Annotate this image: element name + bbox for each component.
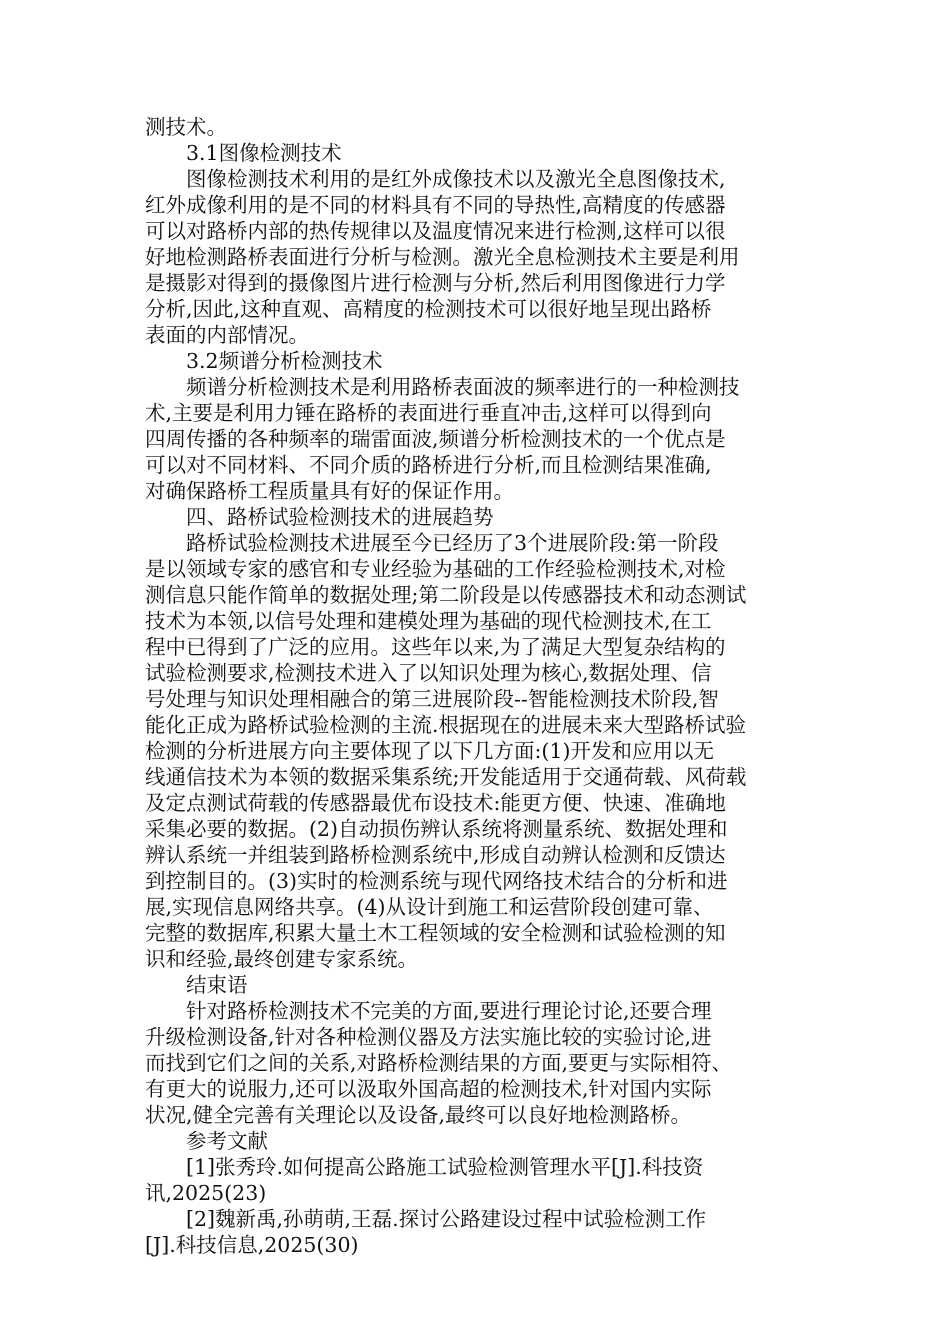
text-line: 表面的内部情况。 — [145, 323, 309, 347]
text-line: 红外成像利用的是不同的材料具有不同的导热性,高精度的传感器 — [145, 193, 726, 217]
text-line: 及定点测试荷载的传感器最优布设技术:能更方便、快速、准确地 — [145, 791, 726, 815]
conclusion-heading: 结束语 — [186, 973, 248, 997]
text-line: 测信息只能作简单的数据处理;第二阶段是以传感器技术和动态测试 — [145, 583, 747, 607]
text-line: 线通信技术为本领的数据采集系统;开发能适用于交通荷载、风荷载 — [145, 765, 747, 789]
text-line: 到控制目的。(3)实时的检测系统与现代网络技术结合的分析和进 — [145, 869, 728, 893]
section-heading-3-2: 3.2频谱分析检测技术 — [186, 349, 383, 373]
text-line: 术,主要是利用力锤在路桥的表面进行垂直冲击,这样可以得到向 — [145, 401, 712, 425]
text-line: 能化正成为路桥试验检测的主流.根据现在的进展未来大型路桥试验 — [145, 713, 747, 737]
text-line: 技术为本领,以信号处理和建模处理为基础的现代检测技术,在工 — [145, 609, 712, 633]
reference-item-2: [2]魏新禹,孙萌萌,王磊.探讨公路建设过程中试验检测工作 — [186, 1207, 707, 1231]
reference-item-1: [1]张秀玲.如何提高公路施工试验检测管理水平[J].科技资 — [186, 1155, 704, 1179]
section-heading-3-1: 3.1图像检测技术 — [186, 141, 342, 165]
text-line: 图像检测技术利用的是红外成像技术以及激光全息图像技术, — [186, 167, 726, 191]
references-heading: 参考文献 — [186, 1129, 268, 1153]
text-line: 四周传播的各种频率的瑞雷面波,频谱分析检测技术的一个优点是 — [145, 427, 726, 451]
text-line: 可以对不同材料、不同介质的路桥进行分析,而且检测结果准确, — [145, 453, 712, 477]
text-line: 升级检测设备,针对各种检测仪器及方法实施比较的实验讨论,进 — [145, 1025, 712, 1049]
text-line: 测技术。 — [145, 115, 227, 139]
text-line: 完整的数据库,积累大量土木工程领域的安全检测和试验检测的知 — [145, 921, 726, 945]
text-line: 试验检测要求,检测技术进入了以知识处理为核心,数据处理、信 — [145, 661, 712, 685]
text-line: 路桥试验检测技术进展至今已经历了3个进展阶段:第一阶段 — [186, 531, 719, 555]
text-line: 展,实现信息网络共享。(4)从设计到施工和运营阶段创建可靠、 — [145, 895, 714, 919]
text-line: 是摄影对得到的摄像图片进行检测与分析,然后利用图像进行力学 — [145, 271, 726, 295]
text-line: 辨认系统一并组装到路桥检测系统中,形成自动辨认检测和反馈达 — [145, 843, 726, 867]
reference-item-2-cont: [J].科技信息,2025(30) — [145, 1233, 359, 1257]
text-line: 可以对路桥内部的热传规律以及温度情况来进行检测,这样可以很 — [145, 219, 726, 243]
reference-item-1-cont: 讯,2025(23) — [145, 1181, 267, 1205]
text-line: 针对路桥检测技术不完美的方面,要进行理论讨论,还要合理 — [186, 999, 712, 1023]
section-heading-4: 四、路桥试验检测技术的进展趋势 — [186, 505, 494, 529]
text-line: 是以领域专家的感官和专业经验为基础的工作经验检测技术,对检 — [145, 557, 726, 581]
text-line: 采集必要的数据。(2)自动损伤辨认系统将测量系统、数据处理和 — [145, 817, 728, 841]
text-line: 频谱分析检测技术是利用路桥表面波的频率进行的一种检测技 — [186, 375, 740, 399]
text-line: 好地检测路桥表面进行分析与检测。激光全息检测技术主要是利用 — [145, 245, 740, 269]
text-line: 程中已得到了广泛的应用。这些年以来,为了满足大型复杂结构的 — [145, 635, 726, 659]
text-line: 而找到它们之间的关系,对路桥检测结果的方面,要更与实际相符、 — [145, 1051, 733, 1075]
text-line: 有更大的说服力,还可以汲取外国高超的检测技术,针对国内实际 — [145, 1077, 712, 1101]
text-line: 号处理与知识处理相融合的第三进展阶段--智能检测技术阶段,智 — [145, 687, 719, 711]
document-body — [145, 114, 805, 1258]
text-line: 状况,健全完善有关理论以及设备,最终可以良好地检测路桥。 — [145, 1103, 692, 1127]
text-line: 分析,因此,这种直观、高精度的检测技术可以很好地呈现出路桥 — [145, 297, 712, 321]
text-line: 检测的分析进展方向主要体现了以下几方面:(1)开发和应用以无 — [145, 739, 714, 763]
text-line: 对确保路桥工程质量具有好的保证作用。 — [145, 479, 514, 503]
text-line: 识和经验,最终创建专家系统。 — [145, 947, 419, 971]
